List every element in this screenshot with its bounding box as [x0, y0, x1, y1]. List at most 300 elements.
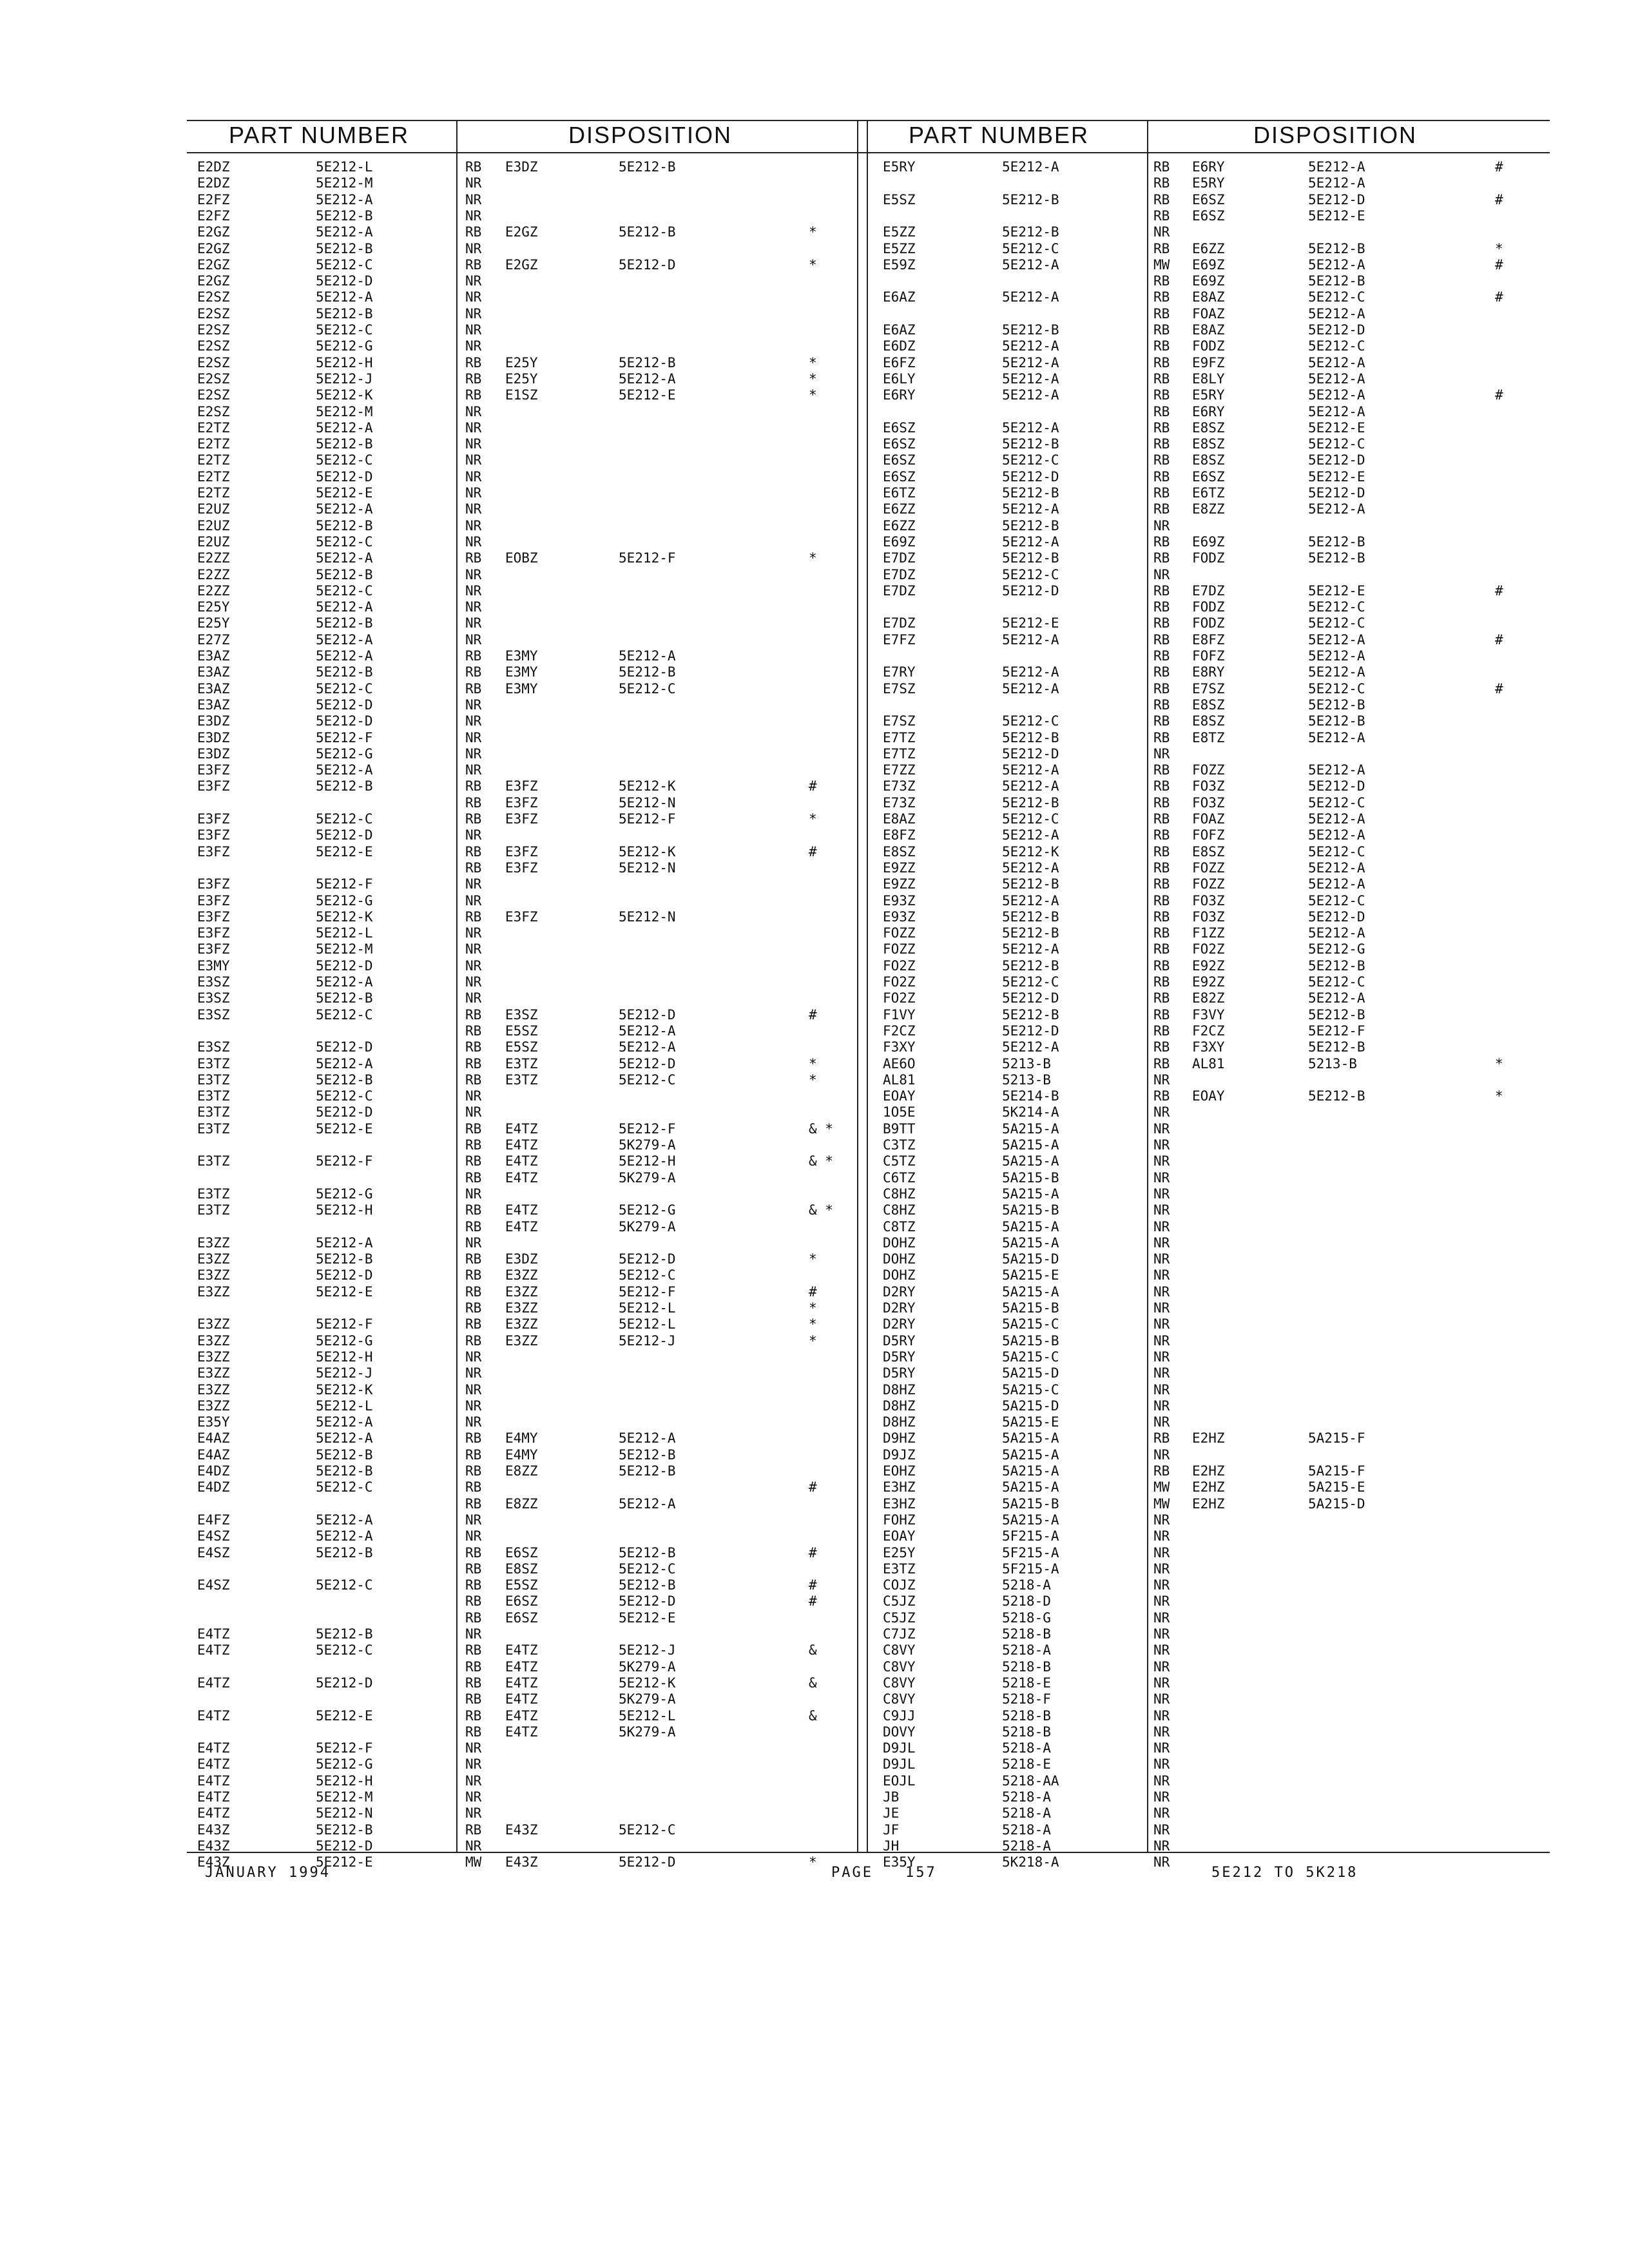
part-number: 5E212-C — [316, 533, 373, 550]
action: NR — [465, 517, 482, 533]
action: NR — [465, 1365, 482, 1381]
action: NR — [465, 762, 482, 778]
flag: * — [809, 1072, 817, 1088]
table-row — [0, 958, 1629, 974]
part-code: E7ZZ — [883, 762, 916, 778]
part-number: 5A215-A — [1002, 1235, 1059, 1251]
new-part-number: 5E212-C — [1308, 338, 1365, 354]
part-number: 5A215-A — [1002, 1479, 1059, 1495]
part-code: C9JJ — [883, 1707, 916, 1724]
action: RB — [465, 1332, 482, 1349]
new-code: E69Z — [1192, 533, 1225, 550]
action: RB — [465, 778, 482, 794]
action: RB — [1153, 436, 1170, 452]
action: RB — [465, 1218, 482, 1235]
action: RB — [1153, 778, 1170, 794]
part-number: 5E212-F — [316, 876, 373, 892]
new-part-number: 5E212-B — [1308, 550, 1365, 566]
table-row — [0, 192, 1629, 208]
part-code: E3FZ — [197, 908, 230, 925]
part-code: E2GZ — [197, 273, 230, 289]
new-code: E4TZ — [505, 1120, 538, 1137]
part-code: COJZ — [883, 1577, 916, 1593]
table-row — [0, 289, 1629, 305]
action: RB — [465, 1039, 482, 1055]
part-code: E3ZZ — [197, 1398, 230, 1414]
new-part-number: 5E212-K — [619, 778, 676, 794]
part-number: 5E212-G — [316, 745, 373, 762]
part-code: E43Z — [197, 1838, 230, 1854]
new-code: FOFZ — [1192, 827, 1225, 843]
part-number: 5E212-B — [1002, 550, 1059, 566]
part-number: 5E212-B — [316, 1626, 373, 1642]
action: NR — [1153, 1773, 1170, 1789]
table-row — [0, 241, 1629, 257]
part-number: 5E212-E — [316, 1283, 373, 1300]
part-code: E4FZ — [197, 1512, 230, 1528]
part-code: E7DZ — [883, 550, 916, 566]
action: NR — [1153, 1316, 1170, 1332]
action: RB — [1153, 941, 1170, 957]
new-part-number: 5E212-J — [619, 1332, 676, 1349]
new-part-number: 5E212-L — [619, 1300, 676, 1316]
part-code: E3MY — [197, 957, 230, 974]
part-number: 5218-E — [1002, 1756, 1051, 1773]
part-code: E25Y — [197, 615, 230, 631]
part-code: E35Y — [883, 1854, 916, 1870]
action: NR — [465, 1349, 482, 1365]
table-row — [0, 632, 1629, 648]
flag: & * — [809, 1153, 833, 1169]
part-code: E43Z — [197, 1854, 230, 1870]
new-part-number: 5E212-D — [1308, 485, 1365, 501]
part-number: 5E212-E — [1002, 615, 1059, 631]
flag: # — [809, 1479, 817, 1495]
table-row — [0, 534, 1629, 550]
action: RB — [465, 1495, 482, 1512]
table-row — [0, 1202, 1629, 1218]
new-part-number: 5E212-B — [619, 1544, 676, 1561]
action: RB — [1153, 533, 1170, 550]
new-code: E43Z — [505, 1854, 538, 1870]
part-number: 5A215-A — [1002, 1446, 1059, 1463]
part-code: F3XY — [883, 1039, 916, 1055]
action: NR — [1153, 1398, 1170, 1414]
part-number: 5E212-K — [316, 387, 373, 403]
part-number: 5E212-B — [316, 664, 373, 680]
part-code: E4SZ — [197, 1577, 230, 1593]
part-number: 5E212-J — [316, 1365, 373, 1381]
part-number: 5E212-D — [316, 1267, 373, 1283]
action: NR — [465, 1740, 482, 1756]
table-row — [0, 697, 1629, 713]
part-code: E3AZ — [197, 680, 230, 697]
flag: # — [1495, 256, 1503, 273]
part-number: 5E212-C — [316, 582, 373, 599]
new-part-number: 5E212-A — [1308, 811, 1365, 827]
part-number: 5K214-A — [1002, 1104, 1059, 1120]
action: NR — [1153, 1332, 1170, 1349]
part-number: 5E212-B — [316, 1463, 373, 1479]
new-code: E4TZ — [505, 1691, 538, 1707]
table-row — [0, 909, 1629, 925]
table-row — [0, 1545, 1629, 1561]
part-number: 5E212-A — [316, 501, 373, 517]
action: RB — [1153, 925, 1170, 941]
part-code: E4TZ — [197, 1789, 230, 1805]
flag: & — [809, 1675, 817, 1691]
action: NR — [465, 631, 482, 648]
part-number: 5E212-C — [316, 1577, 373, 1593]
part-code: E3TZ — [197, 1153, 230, 1169]
action: NR — [465, 436, 482, 452]
new-code: E3SZ — [505, 1006, 538, 1023]
table-row — [0, 941, 1629, 957]
action: NR — [1153, 1137, 1170, 1153]
action: NR — [465, 1512, 482, 1528]
part-number: 5A215-B — [1002, 1495, 1059, 1512]
part-number: 5F215-A — [1002, 1544, 1059, 1561]
action: RB — [465, 1610, 482, 1626]
table-row — [0, 664, 1629, 680]
part-code: E6LY — [883, 370, 916, 387]
action: RB — [1153, 1006, 1170, 1023]
action: NR — [1153, 1186, 1170, 1202]
action: NR — [1153, 1740, 1170, 1756]
new-part-number: 5E212-C — [619, 1561, 676, 1577]
part-code: C8VY — [883, 1658, 916, 1675]
action: NR — [1153, 1805, 1170, 1821]
part-code: E3FZ — [197, 811, 230, 827]
part-code: E3TZ — [197, 1055, 230, 1072]
new-code: E92Z — [1192, 957, 1225, 974]
part-code: E93Z — [883, 908, 916, 925]
part-code: JF — [883, 1821, 900, 1838]
table-row — [0, 1251, 1629, 1267]
action: NR — [1153, 1707, 1170, 1724]
part-number: 5E212-H — [316, 1773, 373, 1789]
new-code: E4TZ — [505, 1169, 538, 1186]
action: RB — [1153, 175, 1170, 191]
part-code: E3DZ — [197, 729, 230, 745]
flag: * — [809, 256, 817, 273]
table-row — [0, 1822, 1629, 1838]
part-code: C8HZ — [883, 1202, 916, 1218]
flag: & — [809, 1707, 817, 1724]
part-number: 5218-A — [1002, 1577, 1051, 1593]
left-top-rule — [187, 120, 876, 121]
flag: * — [809, 1316, 817, 1332]
new-part-number: 5E212-C — [1308, 289, 1365, 305]
table-row — [0, 501, 1629, 517]
new-part-number: 5E212-C — [1308, 892, 1365, 908]
action: RB — [465, 1821, 482, 1838]
part-code: E3TZ — [197, 1072, 230, 1088]
part-code: D8HZ — [883, 1398, 916, 1414]
part-number: 5E212-D — [1002, 1023, 1059, 1039]
new-code: E4TZ — [505, 1153, 538, 1169]
part-number: 5E212-A — [1002, 501, 1059, 517]
new-part-number: 5E212-A — [1308, 664, 1365, 680]
action: RB — [465, 1675, 482, 1691]
action: NR — [465, 191, 482, 207]
action: NR — [1153, 1577, 1170, 1593]
new-code: FOAZ — [1192, 305, 1225, 322]
part-number: 5218-B — [1002, 1724, 1051, 1740]
part-number: 5E212-B — [316, 207, 373, 224]
new-part-number: 5E212-N — [619, 908, 676, 925]
part-number: 5E212-A — [1002, 778, 1059, 794]
new-part-number: 5K279-A — [619, 1691, 676, 1707]
table-row — [0, 1023, 1629, 1039]
part-number: 5E212-C — [316, 680, 373, 697]
part-code: E2ZZ — [197, 550, 230, 566]
action: RB — [465, 811, 482, 827]
action: NR — [465, 403, 482, 419]
new-code: E7SZ — [1192, 680, 1225, 697]
action: NR — [1153, 1169, 1170, 1186]
part-code: E2TZ — [197, 452, 230, 468]
new-part-number: 5E212-C — [1308, 843, 1365, 860]
action: RB — [465, 370, 482, 387]
action: RB — [1153, 207, 1170, 224]
new-code: E5SZ — [505, 1039, 538, 1055]
new-code: E3ZZ — [505, 1332, 538, 1349]
action: RB — [465, 794, 482, 811]
part-code: C3TZ — [883, 1137, 916, 1153]
new-part-number: 5E212-D — [619, 256, 676, 273]
action: RB — [1153, 1088, 1170, 1104]
action: NR — [465, 892, 482, 908]
part-code: D9JL — [883, 1756, 916, 1773]
part-number: 5A215-A — [1002, 1137, 1059, 1153]
part-code: E6SZ — [883, 468, 916, 485]
part-code: E4TZ — [197, 1626, 230, 1642]
table-row — [0, 1056, 1629, 1072]
part-number: 5A215-B — [1002, 1332, 1059, 1349]
part-number: 5E212-B — [316, 566, 373, 582]
part-code: E2FZ — [197, 191, 230, 207]
action: RB — [465, 354, 482, 370]
action: RB — [1153, 680, 1170, 697]
part-number: 5E212-A — [1002, 256, 1059, 273]
new-part-number: 5E212-E — [1308, 582, 1365, 599]
new-code: E6SZ — [1192, 468, 1225, 485]
part-code: E3ZZ — [197, 1235, 230, 1251]
new-code: E8SZ — [505, 1561, 538, 1577]
new-code: E3TZ — [505, 1055, 538, 1072]
part-code: E3FZ — [197, 925, 230, 941]
part-number: 5E212-H — [316, 354, 373, 370]
table-row — [0, 1675, 1629, 1691]
action: RB — [465, 680, 482, 697]
part-code: E7DZ — [883, 566, 916, 582]
part-number: 5E212-K — [316, 908, 373, 925]
part-code: E3HZ — [883, 1479, 916, 1495]
new-code: E6RY — [1192, 403, 1225, 419]
part-code: E4TZ — [197, 1642, 230, 1658]
part-code: E8FZ — [883, 827, 916, 843]
new-code: FODZ — [1192, 550, 1225, 566]
part-code: E3DZ — [197, 745, 230, 762]
table-row — [0, 1333, 1629, 1349]
part-number: 5A215-A — [1002, 1283, 1059, 1300]
new-part-number: 5E212-J — [619, 1642, 676, 1658]
action: NR — [1153, 1120, 1170, 1137]
part-code: E69Z — [883, 533, 916, 550]
table-row — [0, 420, 1629, 436]
flag: * — [809, 354, 817, 370]
part-code: E7DZ — [883, 615, 916, 631]
flag: * — [809, 1332, 817, 1349]
new-part-number: 5E212-A — [1308, 729, 1365, 745]
new-part-number: 5E212-B — [1308, 1039, 1365, 1055]
action: RB — [1153, 794, 1170, 811]
part-code: C5TZ — [883, 1153, 916, 1169]
action: RB — [465, 1463, 482, 1479]
part-number: 5E212-G — [316, 1186, 373, 1202]
part-code: E93Z — [883, 892, 916, 908]
part-code: B9TT — [883, 1120, 916, 1137]
new-part-number: 5E212-B — [619, 664, 676, 680]
new-part-number: 5E212-H — [619, 1153, 676, 1169]
part-code: JE — [883, 1805, 900, 1821]
part-number: 5A215-A — [1002, 1186, 1059, 1202]
part-number: 5E212-C — [1002, 452, 1059, 468]
action: NR — [1153, 1381, 1170, 1398]
part-number: 5E212-D — [316, 1039, 373, 1055]
flag: * — [809, 224, 817, 240]
part-code: E3DZ — [197, 713, 230, 729]
table-row — [0, 1219, 1629, 1235]
part-code: E3SZ — [197, 974, 230, 990]
new-part-number: 5E212-E — [1308, 419, 1365, 436]
part-code: E3AZ — [197, 697, 230, 713]
new-part-number: 5E212-A — [1308, 305, 1365, 322]
part-number: 5E212-F — [316, 1316, 373, 1332]
action: RB — [1153, 354, 1170, 370]
part-number: 5E212-D — [316, 957, 373, 974]
part-number: 5E214-B — [1002, 1088, 1059, 1104]
new-part-number: 5E212-L — [619, 1316, 676, 1332]
part-number: 5E212-B — [316, 615, 373, 631]
part-code: E25Y — [883, 1544, 916, 1561]
action: NR — [1153, 1153, 1170, 1169]
part-code: EOHZ — [883, 1463, 916, 1479]
table-row — [0, 322, 1629, 338]
table-row — [0, 1349, 1629, 1365]
new-part-number: 5E212-E — [619, 387, 676, 403]
action: NR — [465, 419, 482, 436]
action: NR — [465, 240, 482, 256]
part-number: 5E212-B — [1002, 729, 1059, 745]
new-code: E4TZ — [505, 1137, 538, 1153]
part-number: 5218-G — [1002, 1610, 1051, 1626]
part-code: E73Z — [883, 794, 916, 811]
action: NR — [465, 1789, 482, 1805]
new-code: E92Z — [1192, 974, 1225, 990]
part-number: 5E212-A — [1002, 354, 1059, 370]
part-code: E4AZ — [197, 1430, 230, 1446]
part-code: E3FZ — [197, 762, 230, 778]
table-row — [0, 159, 1629, 175]
new-part-number: 5E212-B — [619, 224, 676, 240]
part-code: E2GZ — [197, 240, 230, 256]
flag: # — [1495, 680, 1503, 697]
table-row — [0, 1528, 1629, 1544]
action: RB — [465, 256, 482, 273]
part-code: D5RY — [883, 1332, 916, 1349]
action: NR — [465, 273, 482, 289]
action: NR — [1153, 1626, 1170, 1642]
right-header-rule — [867, 152, 1550, 153]
action: NR — [465, 289, 482, 305]
part-code: E3HZ — [883, 1495, 916, 1512]
part-code: E2TZ — [197, 485, 230, 501]
new-code: FOZZ — [1192, 762, 1225, 778]
part-code: E27Z — [197, 631, 230, 648]
new-part-number: 5E212-E — [619, 1610, 676, 1626]
part-code: E5RY — [883, 159, 916, 175]
part-number: 5E212-E — [316, 1120, 373, 1137]
action: RB — [465, 550, 482, 566]
action: RB — [465, 224, 482, 240]
part-number: 5A215-B — [1002, 1202, 1059, 1218]
new-part-number: 5K279-A — [619, 1169, 676, 1186]
flag: & * — [809, 1202, 833, 1218]
part-code: E3ZZ — [197, 1267, 230, 1283]
part-number: 5218-A — [1002, 1740, 1051, 1756]
part-number: 5E212-G — [316, 1756, 373, 1773]
table-row — [0, 1039, 1629, 1055]
table-row — [0, 1708, 1629, 1724]
new-part-number: 5A215-D — [1308, 1495, 1365, 1512]
part-code: D2RY — [883, 1316, 916, 1332]
part-code: EOAY — [883, 1088, 916, 1104]
new-part-number: 5E212-D — [619, 1251, 676, 1267]
table-row — [0, 1773, 1629, 1789]
part-code: E6TZ — [883, 485, 916, 501]
new-code: E4TZ — [505, 1724, 538, 1740]
part-number: 5A215-A — [1002, 1153, 1059, 1169]
flag: # — [1495, 191, 1503, 207]
action: RB — [1153, 599, 1170, 615]
right-disposition-heading: DISPOSITION — [1253, 122, 1418, 148]
footer-page-number: 157 — [905, 1865, 937, 1881]
part-number: 5E212-B — [316, 1072, 373, 1088]
part-number: 5E212-J — [316, 370, 373, 387]
action: NR — [465, 1838, 482, 1854]
new-code: E2GZ — [505, 224, 538, 240]
action: RB — [1153, 713, 1170, 729]
part-code: E4TZ — [197, 1707, 230, 1724]
new-part-number: 5E212-B — [1308, 533, 1365, 550]
new-code: E8SZ — [1192, 697, 1225, 713]
new-part-number: 5E212-B — [619, 1463, 676, 1479]
action: RB — [1153, 1023, 1170, 1039]
part-code: E4DZ — [197, 1463, 230, 1479]
action: RB — [465, 1251, 482, 1267]
part-number: 5E212-B — [1002, 224, 1059, 240]
part-number: 5E212-A — [1002, 892, 1059, 908]
part-code: E3FZ — [197, 827, 230, 843]
action: RB — [465, 1642, 482, 1658]
action: NR — [465, 876, 482, 892]
action: RB — [465, 1120, 482, 1137]
part-number: 5E212-D — [316, 713, 373, 729]
part-number: 5E212-A — [1002, 159, 1059, 175]
new-part-number: 5E212-C — [1308, 615, 1365, 631]
